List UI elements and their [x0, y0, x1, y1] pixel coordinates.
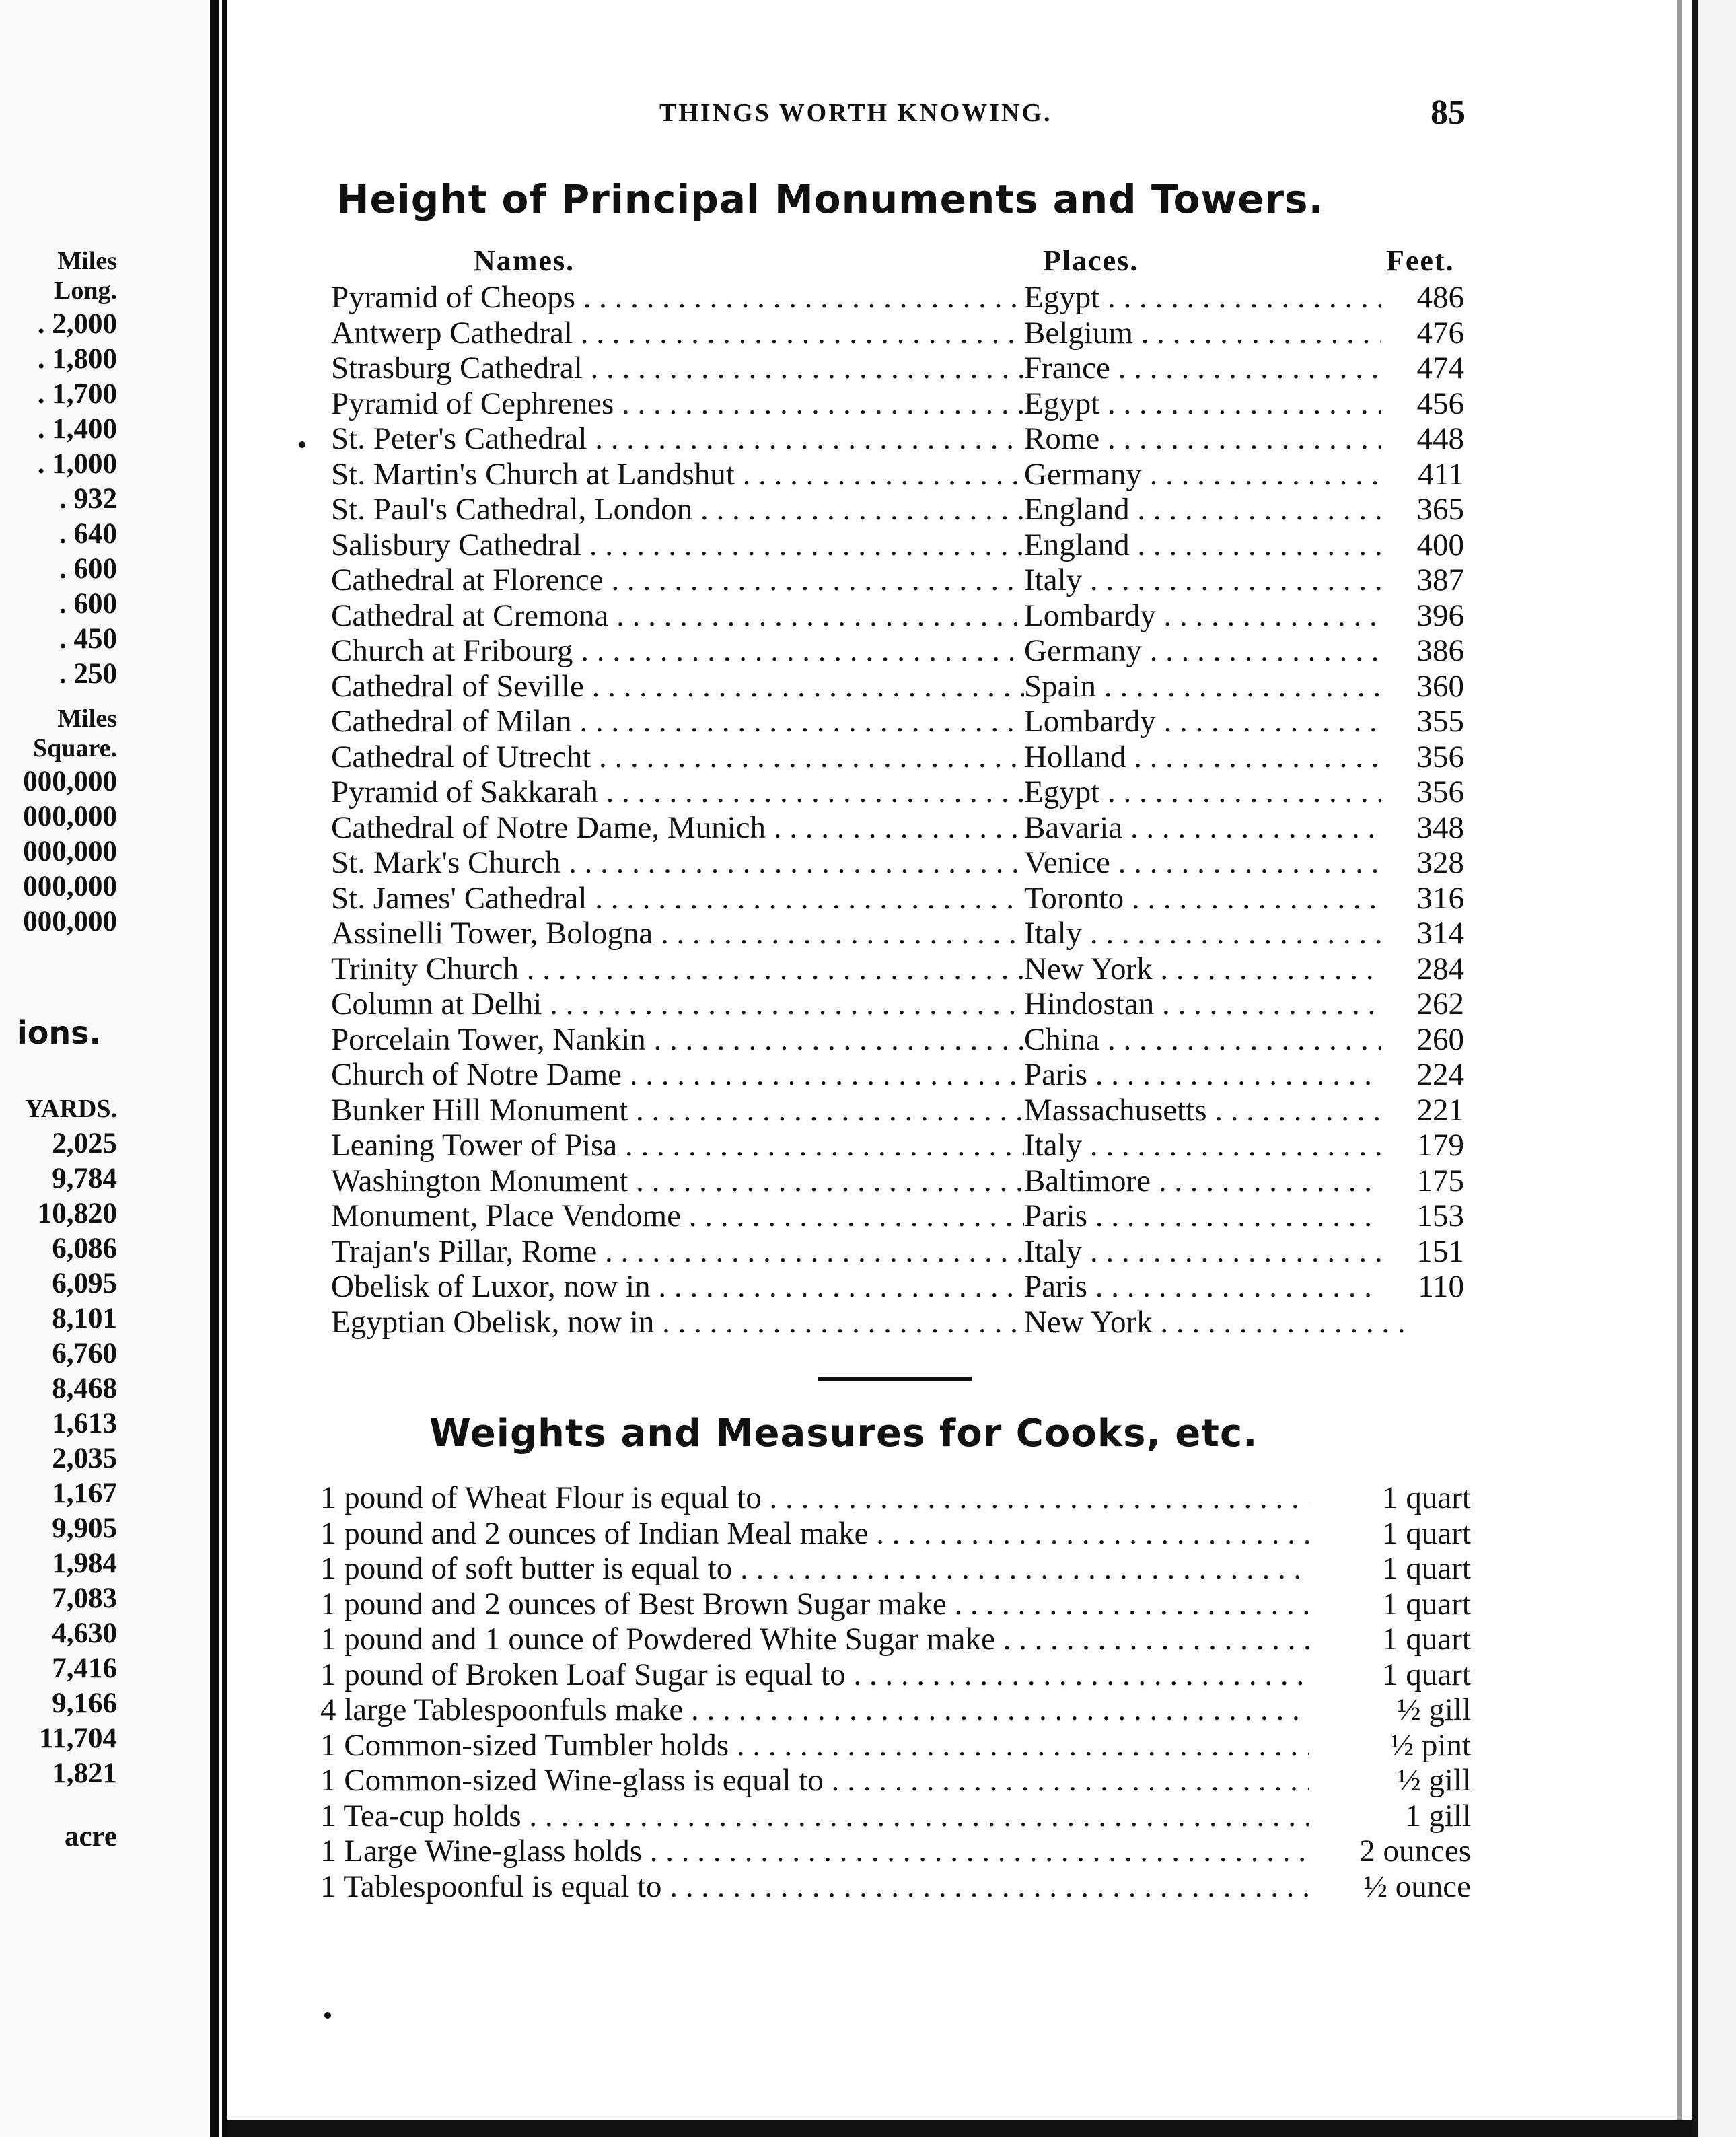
monuments-title: Height of Principal Monuments and Towers.	[336, 176, 1324, 222]
left-value: 2,025	[52, 1128, 117, 1159]
monument-feet: 396	[1381, 598, 1464, 634]
monument-place: Italy . . .	[1024, 1234, 1404, 1270]
monument-feet: 314	[1381, 916, 1464, 951]
table-row	[331, 1163, 1475, 1199]
monument-name: Cathedral of Notre Dame, Munich . . .	[331, 810, 1024, 846]
column-header-feet: Feet.	[1386, 244, 1455, 277]
print-speck	[299, 441, 305, 448]
monument-name: Pyramid of Cheops . . .	[331, 280, 1024, 316]
monument-name: Washington Monument . . .	[331, 1163, 1024, 1199]
measure-quantity: 1 quart	[1309, 1480, 1471, 1516]
monument-name: Trajan's Pillar, Rome . . .	[331, 1234, 1024, 1270]
monument-feet: 224	[1381, 1057, 1464, 1093]
measure-quantity: 1 quart	[1309, 1657, 1471, 1693]
monument-feet: 221	[1381, 1093, 1464, 1128]
monument-name: St. Martin's Church at Landshut . . .	[331, 457, 1024, 493]
table-row	[331, 351, 1475, 386]
monument-place: Italy . . .	[1024, 1128, 1404, 1163]
left-section-fragment: ions.	[17, 1015, 101, 1051]
monument-place: Italy . . .	[1024, 916, 1404, 951]
left-value: 7,083	[52, 1583, 117, 1614]
monument-name: Pyramid of Cephrenes . . .	[331, 386, 1024, 422]
table-row	[320, 1657, 1471, 1693]
measure-description: 1 Large Wine-glass holds . . .	[320, 1834, 1309, 1869]
left-value: 000,000	[23, 836, 117, 867]
table-row	[331, 774, 1475, 810]
measure-quantity: 1 gill	[1309, 1799, 1471, 1834]
left-value: . 1,800	[37, 343, 117, 375]
table-row	[331, 986, 1475, 1022]
measure-description: 1 pound and 1 ounce of Powdered White Sugar make . . .	[320, 1622, 1309, 1657]
monument-place: England . . .	[1024, 528, 1404, 563]
measure-quantity: 1 quart	[1309, 1622, 1471, 1657]
section-divider	[818, 1377, 972, 1381]
print-speck	[324, 2012, 331, 2019]
column-header-places: Places.	[1043, 244, 1139, 277]
monument-name: Cathedral of Milan . . .	[331, 704, 1024, 739]
left-value: 1,821	[52, 1758, 117, 1789]
table-row	[331, 386, 1475, 422]
table-row	[331, 1128, 1475, 1163]
monument-name: Cathedral of Utrecht . . .	[331, 739, 1024, 775]
monument-feet: 260	[1381, 1022, 1464, 1058]
measure-description: 1 Tablespoonful is equal to . . .	[320, 1869, 1309, 1905]
page-edge-right	[1692, 0, 1736, 2137]
left-value: . 1,700	[37, 378, 117, 410]
monument-feet: 284	[1381, 951, 1464, 987]
left-value: 000,000	[23, 906, 117, 937]
monument-name: St. James' Cathedral . . .	[331, 881, 1024, 916]
table-row	[320, 1692, 1471, 1728]
table-row	[331, 563, 1475, 598]
measure-description: 1 Common-sized Tumbler holds . . .	[320, 1728, 1309, 1764]
page-edge-line	[1677, 0, 1682, 2137]
monument-place: Paris . . .	[1024, 1269, 1404, 1305]
monument-feet: 179	[1381, 1128, 1464, 1163]
monument-place: Baltimore . . .	[1024, 1163, 1404, 1199]
monument-name: Porcelain Tower, Nankin . . .	[331, 1022, 1024, 1058]
monument-feet: 448	[1381, 421, 1464, 457]
monument-name: Monument, Place Vendome . . .	[331, 1198, 1024, 1234]
monument-feet: 360	[1381, 669, 1464, 704]
weights-title: Weights and Measures for Cooks, etc.	[429, 1412, 1258, 1455]
left-value: 8,468	[52, 1373, 117, 1404]
monument-name: Church at Fribourg . . .	[331, 633, 1024, 669]
monument-place: Bavaria . . .	[1024, 810, 1404, 846]
left-value: 11,704	[39, 1723, 117, 1754]
left-value: 6,760	[52, 1338, 117, 1369]
left-value: 6,086	[52, 1233, 117, 1264]
table-row	[331, 528, 1475, 563]
monument-name: St. Mark's Church . . .	[331, 845, 1024, 881]
monument-feet: 153	[1381, 1198, 1464, 1234]
left-values-2	[0, 764, 117, 939]
monument-place: Paris . . .	[1024, 1057, 1404, 1093]
left-value: 4,630	[52, 1618, 117, 1649]
table-row	[331, 280, 1475, 316]
monument-name: Church of Notre Dame . . .	[331, 1057, 1024, 1093]
monument-name: Assinelli Tower, Bologna . . .	[331, 916, 1024, 951]
monument-name: Cathedral at Florence . . .	[331, 563, 1024, 598]
monument-feet: 356	[1381, 774, 1464, 810]
measure-quantity: ½ gill	[1309, 1763, 1471, 1799]
monument-place: Lombardy . . .	[1024, 598, 1404, 634]
left-value: 6,095	[52, 1268, 117, 1299]
table-row	[331, 669, 1475, 704]
left-header-line: Miles	[57, 247, 117, 275]
column-header-names: Names.	[474, 244, 575, 277]
measure-quantity: ½ pint	[1309, 1728, 1471, 1764]
table-row	[331, 810, 1475, 846]
left-value: 9,166	[52, 1688, 117, 1719]
table-row	[331, 916, 1475, 951]
measure-description: 1 pound and 2 ounces of Indian Meal make . . .	[320, 1516, 1309, 1552]
measure-description: 1 pound and 2 ounces of Best Brown Sugar make . . .	[320, 1587, 1309, 1622]
table-row	[320, 1834, 1471, 1869]
left-footer-fragment: acre	[65, 1821, 117, 1852]
monument-place: Venice . . .	[1024, 845, 1404, 881]
monument-place: Germany . . .	[1024, 457, 1404, 493]
running-head: THINGS WORTH KNOWING.	[659, 99, 1052, 127]
table-row	[331, 457, 1475, 493]
measure-description: 1 pound of Broken Loaf Sugar is equal to . . .	[320, 1657, 1309, 1693]
monument-feet: 386	[1381, 633, 1464, 669]
left-value: . 450	[59, 623, 117, 655]
measure-description: 1 pound of Wheat Flour is equal to . . .	[320, 1480, 1309, 1516]
page-bottom-edge	[227, 2120, 1692, 2137]
table-row	[331, 845, 1475, 881]
left-value: 2,035	[52, 1443, 117, 1474]
monument-place: Belgium . . .	[1024, 316, 1404, 351]
table-row	[320, 1586, 1471, 1622]
monument-name: Cathedral at Cremona . . .	[331, 598, 1024, 634]
monument-place: Egypt . . .	[1024, 386, 1404, 422]
table-row	[320, 1515, 1471, 1552]
left-value: 7,416	[52, 1653, 117, 1684]
monument-name: Leaning Tower of Pisa . . .	[331, 1128, 1024, 1163]
monument-name: Pyramid of Sakkarah . . .	[331, 774, 1024, 810]
left-value: . 932	[59, 483, 117, 515]
measure-quantity: ½ ounce	[1309, 1869, 1471, 1905]
left-value: 9,905	[52, 1513, 117, 1544]
left-value: . 250	[59, 658, 117, 690]
left-header-2	[0, 704, 117, 763]
monument-name: Trinity Church . . .	[331, 951, 1024, 987]
monument-feet: 411	[1381, 457, 1464, 493]
table-row	[320, 1798, 1471, 1834]
monument-feet: 151	[1381, 1234, 1464, 1270]
table-row	[331, 951, 1475, 987]
weights-table	[320, 1480, 1471, 1904]
monument-name: Egyptian Obelisk, now in . . .	[331, 1305, 1024, 1340]
left-values-1	[0, 307, 117, 692]
measure-quantity: 1 quart	[1309, 1587, 1471, 1622]
book-gutter-edge	[222, 0, 227, 2137]
monument-place: Spain . . .	[1024, 669, 1404, 704]
monument-place: Germany . . .	[1024, 633, 1404, 669]
monument-name: Strasburg Cathedral . . .	[331, 351, 1024, 386]
monument-place: Toronto . . .	[1024, 881, 1404, 916]
left-value: 8,101	[52, 1303, 117, 1334]
monument-name: Obelisk of Luxor, now in . . .	[331, 1269, 1024, 1305]
table-row	[331, 881, 1475, 916]
monument-feet: 355	[1381, 704, 1464, 739]
measure-description: 4 large Tablespoonfuls make . . .	[320, 1692, 1309, 1728]
measure-quantity: 2 ounces	[1309, 1834, 1471, 1869]
left-value: 1,167	[52, 1478, 117, 1509]
left-value: 000,000	[23, 766, 117, 797]
table-row	[331, 1269, 1475, 1305]
monument-name: Column at Delhi . . .	[331, 986, 1024, 1022]
page-number: 85	[1431, 94, 1466, 132]
left-value: 1,984	[52, 1548, 117, 1579]
table-row	[331, 1057, 1475, 1093]
left-value: 000,000	[23, 871, 117, 902]
monument-feet: 474	[1381, 351, 1464, 386]
left-header-line: Miles	[57, 704, 117, 733]
measure-description: 1 Common-sized Wine-glass is equal to . . .	[320, 1763, 1309, 1799]
table-row	[320, 1727, 1471, 1764]
left-values-3	[0, 1126, 117, 1791]
left-header-line: Square.	[33, 734, 117, 762]
monument-place: New York . . .	[1024, 951, 1404, 987]
table-row	[331, 739, 1475, 775]
monument-feet: 476	[1381, 316, 1464, 351]
left-value: . 600	[59, 588, 117, 620]
monument-feet: 486	[1381, 280, 1464, 316]
monument-feet: 316	[1381, 881, 1464, 916]
monument-feet: 356	[1381, 739, 1464, 775]
monument-place: China . . .	[1024, 1022, 1404, 1058]
measure-description: 1 pound of soft butter is equal to . . .	[320, 1551, 1309, 1587]
left-value: 10,820	[37, 1198, 117, 1229]
monument-name: Cathedral of Seville . . .	[331, 669, 1024, 704]
monument-place: Egypt . . .	[1024, 774, 1404, 810]
monument-place: Massachusetts . . .	[1024, 1093, 1404, 1128]
monument-feet: 456	[1381, 386, 1464, 422]
table-row	[331, 704, 1475, 739]
left-yards-header: YARDS.	[25, 1095, 117, 1123]
left-header-1	[0, 246, 117, 305]
table-row	[331, 492, 1475, 528]
monument-feet: 348	[1381, 810, 1464, 846]
table-row	[331, 598, 1475, 634]
left-value: . 600	[59, 553, 117, 585]
table-row	[331, 316, 1475, 351]
table-row	[320, 1869, 1471, 1905]
left-value: . 1,000	[37, 448, 117, 480]
table-row	[320, 1622, 1471, 1657]
measure-description: 1 Tea-cup holds . . .	[320, 1799, 1309, 1834]
measure-quantity: 1 quart	[1309, 1516, 1471, 1552]
monument-place: Hindostan . . .	[1024, 986, 1404, 1022]
monument-feet: 328	[1381, 845, 1464, 881]
measure-quantity: 1 quart	[1309, 1551, 1471, 1587]
left-value: 1,613	[52, 1408, 117, 1439]
monument-name: Salisbury Cathedral . . .	[331, 528, 1024, 563]
table-row	[331, 1234, 1475, 1270]
left-header-line: Long.	[54, 277, 117, 305]
book-gutter	[210, 0, 219, 2137]
monument-place: Egypt . . .	[1024, 280, 1404, 316]
table-row	[320, 1480, 1471, 1516]
monument-feet: 262	[1381, 986, 1464, 1022]
monument-place: Rome . . .	[1024, 421, 1404, 457]
monument-name: Antwerp Cathedral . . .	[331, 316, 1024, 351]
monument-feet: 387	[1381, 563, 1464, 598]
table-row	[331, 421, 1475, 457]
measure-quantity: ½ gill	[1309, 1692, 1471, 1728]
monument-place: Holland . . .	[1024, 739, 1404, 775]
left-page-fragment	[0, 0, 209, 2137]
monument-feet: 175	[1381, 1163, 1464, 1199]
left-value: . 640	[59, 518, 117, 550]
left-value: . 1,400	[37, 413, 117, 445]
table-row	[331, 1305, 1475, 1340]
monument-name: St. Peter's Cathedral . . .	[331, 421, 1024, 457]
table-row	[320, 1763, 1471, 1799]
monument-place: Paris . . .	[1024, 1198, 1404, 1234]
table-row	[331, 1198, 1475, 1234]
monument-place: Lombardy . . .	[1024, 704, 1404, 739]
monument-feet: 365	[1381, 492, 1464, 528]
monument-feet: 110	[1381, 1269, 1464, 1305]
left-value: 9,784	[52, 1163, 117, 1194]
monument-name: St. Paul's Cathedral, London . . .	[331, 492, 1024, 528]
left-value: 000,000	[23, 801, 117, 832]
left-value: . 2,000	[37, 308, 117, 340]
table-row	[331, 1093, 1475, 1128]
monuments-table	[331, 280, 1475, 1340]
table-row	[320, 1551, 1471, 1587]
monument-place: New York . . .	[1024, 1305, 1404, 1340]
monument-place: France . . .	[1024, 351, 1404, 386]
table-row	[331, 633, 1475, 669]
monument-feet: 400	[1381, 528, 1464, 563]
table-row	[331, 1022, 1475, 1058]
monument-name: Bunker Hill Monument . . .	[331, 1093, 1024, 1128]
monument-place: England . . .	[1024, 492, 1404, 528]
monument-place: Italy . . .	[1024, 563, 1404, 598]
